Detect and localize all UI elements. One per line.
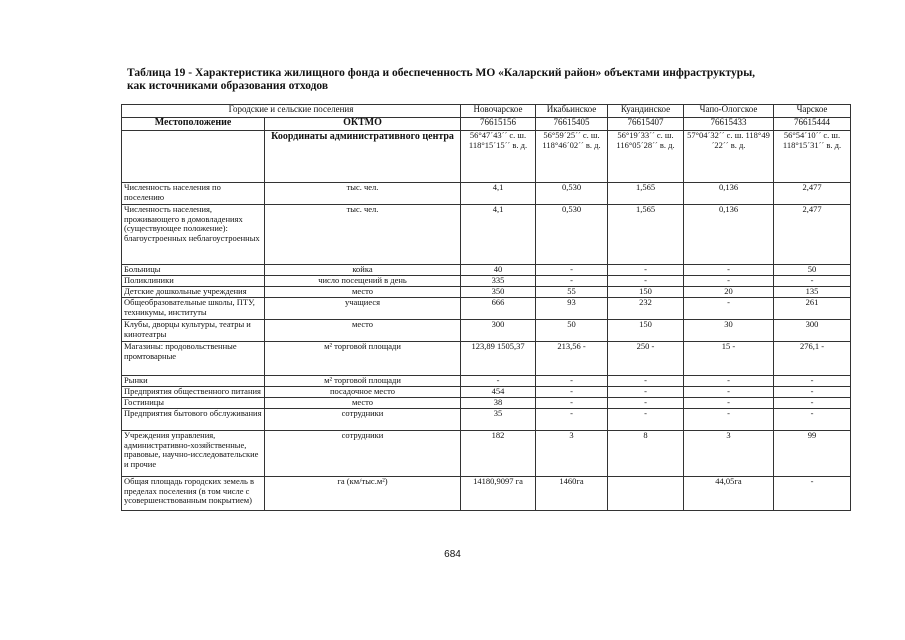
- table-row: [122, 265, 851, 276]
- row-value: -: [684, 376, 774, 387]
- row-unit: посадочное место: [265, 387, 461, 398]
- row-value: 261: [774, 298, 851, 320]
- row-unit: м² торговой площади: [265, 342, 461, 376]
- row-unit: сотрудники: [265, 431, 461, 477]
- row-value: -: [774, 276, 851, 287]
- row-unit: м² торговой площади: [265, 376, 461, 387]
- table-row: [122, 376, 851, 387]
- row-value: 2,477: [774, 205, 851, 265]
- row-value: 454: [461, 387, 536, 398]
- row-value: 2,477: [774, 183, 851, 205]
- row-value: 8: [608, 431, 684, 477]
- row-value: -: [608, 376, 684, 387]
- table-row: [122, 287, 851, 298]
- row-unit: место: [265, 398, 461, 409]
- row-name: Больницы: [122, 265, 265, 276]
- table-row: [122, 398, 851, 409]
- row-value: 335: [461, 276, 536, 287]
- header-row-oktmo: [122, 118, 851, 131]
- table-row: [122, 342, 851, 376]
- row-name: Детские дошкольные учреждения: [122, 287, 265, 298]
- row-value: -: [774, 409, 851, 431]
- header-row-coordinates: [122, 131, 851, 183]
- row-name: Предприятия общественного питания: [122, 387, 265, 398]
- row-value: 0,530: [536, 183, 608, 205]
- row-value: 50: [536, 320, 608, 342]
- row-value: 35: [461, 409, 536, 431]
- row-unit: учащиеся: [265, 298, 461, 320]
- settlement-name: Икабьинское: [536, 105, 608, 118]
- row-value: 300: [461, 320, 536, 342]
- table-row: [122, 276, 851, 287]
- row-value: 14180,9097 га: [461, 477, 536, 511]
- row-name: Поликлиники: [122, 276, 265, 287]
- header-row-settlements: [122, 105, 851, 118]
- row-unit: число посещений в день: [265, 276, 461, 287]
- row-value: -: [536, 398, 608, 409]
- row-value: 3: [684, 431, 774, 477]
- row-value: -: [608, 387, 684, 398]
- row-name: Численность населения по поселению: [122, 183, 265, 205]
- settlement-name: Новочарское: [461, 105, 536, 118]
- row-value: 3: [536, 431, 608, 477]
- row-unit: место: [265, 287, 461, 298]
- row-value: -: [536, 387, 608, 398]
- row-unit: га (км/тыс.м²): [265, 477, 461, 511]
- table-row: [122, 387, 851, 398]
- settlement-name: Куандинское: [608, 105, 684, 118]
- row-value: -: [536, 409, 608, 431]
- row-value: 135: [774, 287, 851, 298]
- row-name: Общая площадь городских земель в пределах поселения (в том числе с усовершенствованным покрытием): [122, 477, 265, 511]
- row-unit: тыс. чел.: [265, 205, 461, 265]
- settlements-header: Городские и сельские поселения: [122, 105, 461, 118]
- row-value: -: [608, 276, 684, 287]
- oktmo-header: ОКТМО: [265, 118, 461, 131]
- row-unit: койка: [265, 265, 461, 276]
- row-value: -: [536, 265, 608, 276]
- row-value: -: [608, 409, 684, 431]
- row-value: -: [774, 398, 851, 409]
- oktmo-code: 76615444: [774, 118, 851, 131]
- row-value: 50: [774, 265, 851, 276]
- row-value: 40: [461, 265, 536, 276]
- row-value: 0,136: [684, 205, 774, 265]
- row-value: 20: [684, 287, 774, 298]
- row-value: 150: [608, 320, 684, 342]
- row-value: 232: [608, 298, 684, 320]
- table-row: [122, 431, 851, 477]
- row-name: Рынки: [122, 376, 265, 387]
- settlement-name: Чарское: [774, 105, 851, 118]
- oktmo-code: 76615433: [684, 118, 774, 131]
- row-value: -: [536, 376, 608, 387]
- row-value: 1460га: [536, 477, 608, 511]
- table-title-line-2: как источниками образования отходов: [127, 80, 329, 92]
- row-value: 44,05га: [684, 477, 774, 511]
- row-name: Гостиницы: [122, 398, 265, 409]
- row-value: -: [774, 477, 851, 511]
- row-value: 15 -: [684, 342, 774, 376]
- coordinates-value: 57°04´32´´ с. ш. 118°49´22´´ в. д.: [684, 131, 774, 183]
- table-row: [122, 205, 851, 265]
- row-value: -: [461, 376, 536, 387]
- infrastructure-table: [121, 104, 851, 511]
- row-unit: сотрудники: [265, 409, 461, 431]
- table-title-line-1: Таблица 19 - Характеристика жилищного фонда и обеспеченность МО «Каларский район» объектами инфраструктуры,: [127, 67, 756, 79]
- row-value: -: [774, 376, 851, 387]
- row-value: -: [608, 265, 684, 276]
- row-value: 30: [684, 320, 774, 342]
- row-value: 300: [774, 320, 851, 342]
- row-value: -: [684, 387, 774, 398]
- row-value: -: [536, 276, 608, 287]
- row-value: -: [684, 298, 774, 320]
- table-row: [122, 477, 851, 511]
- coordinates-header: Координаты административного центра: [265, 131, 461, 183]
- oktmo-code: 76615156: [461, 118, 536, 131]
- coordinates-value: 56°47´43´´ с. ш. 118°15´15´´ в. д.: [461, 131, 536, 183]
- row-name: Численность населения, проживающего в домовладениях (существующее положение): благоустроенных неблагоустроенных: [122, 205, 265, 265]
- row-value: 4,1: [461, 205, 536, 265]
- row-value: 4,1: [461, 183, 536, 205]
- row-name: Магазины: продовольственные промтоварные: [122, 342, 265, 376]
- location-blank-cell: [122, 131, 265, 183]
- row-name: Предприятия бытового обслуживания: [122, 409, 265, 431]
- row-value: 666: [461, 298, 536, 320]
- oktmo-code: 76615407: [608, 118, 684, 131]
- row-value: 350: [461, 287, 536, 298]
- coordinates-value: 56°19´33´´ с. ш. 116°05´28´´ в. д.: [608, 131, 684, 183]
- table-title: [127, 67, 827, 93]
- coordinates-value: 56°54´10´´ с. ш. 118°15´31´´ в. д.: [774, 131, 851, 183]
- row-value: -: [774, 387, 851, 398]
- oktmo-code: 76615405: [536, 118, 608, 131]
- row-value: 99: [774, 431, 851, 477]
- row-value: -: [608, 398, 684, 409]
- row-value: 123,89 1505,37: [461, 342, 536, 376]
- row-value: 38: [461, 398, 536, 409]
- page-number: 684: [444, 549, 461, 560]
- row-name: Клубы, дворцы культуры, театры и кинотеатры: [122, 320, 265, 342]
- location-header: Местоположение: [122, 118, 265, 131]
- row-name: Общеобразовательные школы, ПТУ, техникумы, институты: [122, 298, 265, 320]
- row-value: 213,56 -: [536, 342, 608, 376]
- row-value: 150: [608, 287, 684, 298]
- row-value: -: [684, 409, 774, 431]
- table-row: [122, 320, 851, 342]
- row-value: -: [684, 265, 774, 276]
- row-value: 0,530: [536, 205, 608, 265]
- table-row: [122, 409, 851, 431]
- table-row: [122, 183, 851, 205]
- row-value: 276,1 -: [774, 342, 851, 376]
- row-value: 0,136: [684, 183, 774, 205]
- table-row: [122, 298, 851, 320]
- row-unit: место: [265, 320, 461, 342]
- coordinates-value: 56°59´25´´ с. ш. 118°46´02´´ в. д.: [536, 131, 608, 183]
- row-value: -: [684, 398, 774, 409]
- row-value: 250 -: [608, 342, 684, 376]
- row-value: 182: [461, 431, 536, 477]
- row-value: -: [684, 276, 774, 287]
- settlement-name: Чапо-Ологское: [684, 105, 774, 118]
- row-value: 55: [536, 287, 608, 298]
- row-unit: тыс. чел.: [265, 183, 461, 205]
- row-value: [608, 477, 684, 511]
- row-name: Учреждения управления, административно-хозяйственные, правовые, научно-исследовательские и прочие: [122, 431, 265, 477]
- row-value: 1,565: [608, 183, 684, 205]
- row-value: 93: [536, 298, 608, 320]
- row-value: 1,565: [608, 205, 684, 265]
